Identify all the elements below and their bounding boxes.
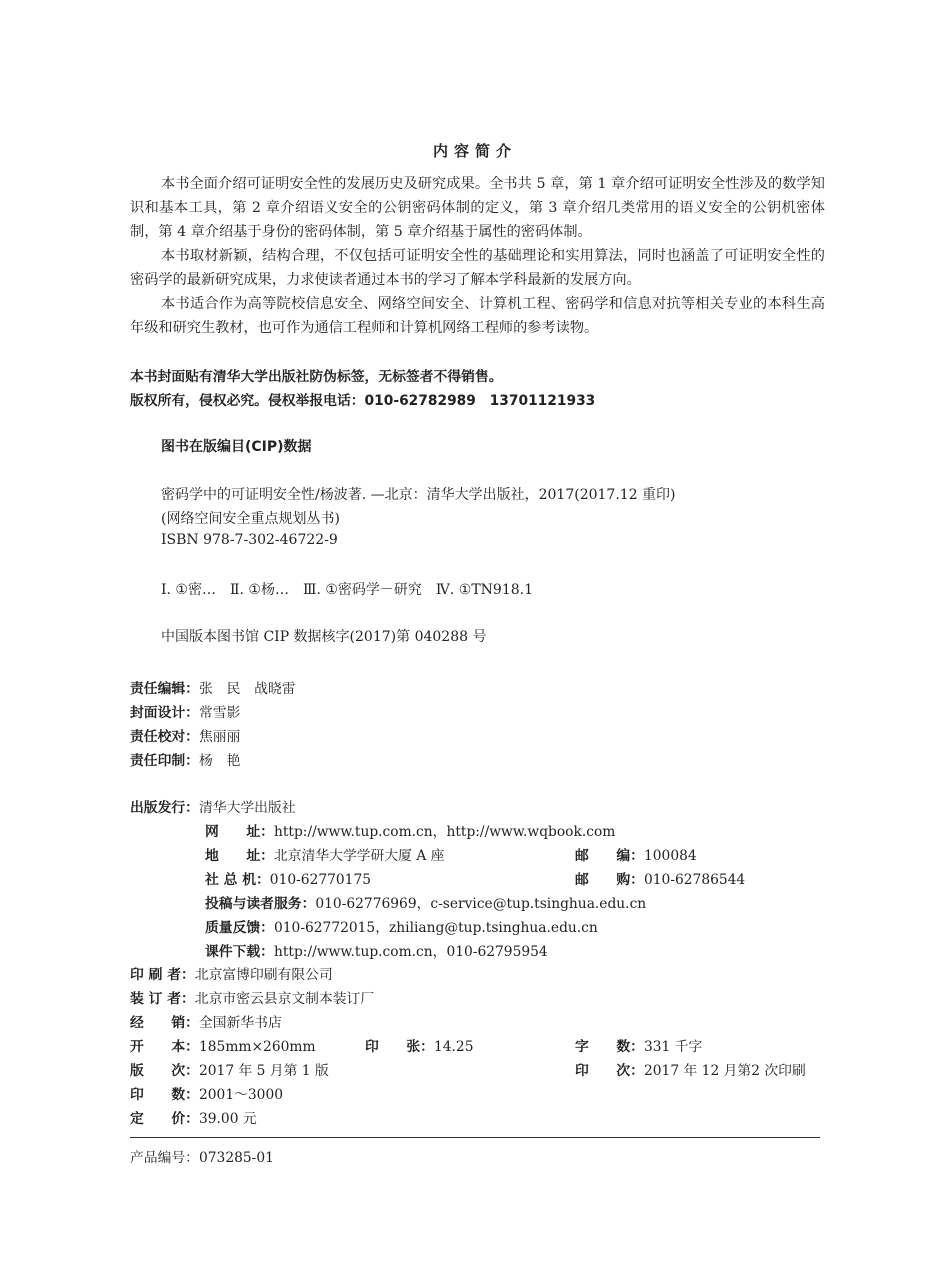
publisher-value: 清华大学出版社 [198,800,296,816]
summary-title: 内容简介 [432,142,517,160]
summary-paragraph-3: 本书适合作为高等院校信息安全、网络空间安全、计算机工程、密码学和信息对抗等相关专业的本科生高年级和研究生教材，也可作为通信工程师和计算机网络工程师的参考读物。 [130,296,825,336]
submission-value: 010-62776969，c-service@tup.tsinghua.edu.cn [315,896,647,912]
address-value: 北京清华大学学研大厦 A 座 [273,848,445,864]
impression-value: 2017 年 12 月第2 次印刷 [643,1063,806,1079]
copyright-notice: 版权所有，侵权必究。侵权举报电话：010-62782989 13701121933 [130,393,596,409]
cip-classification: Ⅰ. ①密… Ⅱ. ①杨… Ⅲ. ①密码学－研究 Ⅳ. ①TN918.1 [161,582,534,598]
publisher-submission-row [205,892,646,912]
summary-paragraph-1: 本书全面介绍可证明安全性的发展历史及研究成果。全书共 5 章，第 1 章介绍可证明安全性涉及的数学知识和基本工具，第 2 章介绍语义安全的公钥密码体制的定义，第 3 章介绍几类常用的语义安全的公钥机密体制，第 4 章介绍基于身份的密码体制，第 5 章介绍基于属性的密码体制。 [130,176,825,240]
submission-label: 投稿与读者服务： [205,896,316,912]
staff-value: 张 民 战晓雷 [198,681,296,697]
publisher-quality-row [205,916,598,936]
staff-row-cover-design [130,701,240,721]
publisher-address-row [205,844,444,864]
impression-label: 印 次： [575,1063,644,1079]
binder-label: 装 订 者： [130,991,195,1007]
switchboard-value: 010-62770175 [269,872,372,888]
copies-value: 2001～3000 [198,1087,284,1103]
staff-row-print-supervisor [130,749,240,769]
mailorder-label: 邮 购： [575,872,644,888]
sheets-row [365,1035,473,1055]
price-row [130,1107,257,1127]
zipcode-label: 邮 编： [575,848,644,864]
address-label: 地 址： [205,848,274,864]
cip-title: 图书在版编目(CIP)数据 [161,439,312,455]
product-number: 产品编号：073285-01 [130,1150,274,1166]
impression-row [575,1059,806,1079]
cip-library-number: 中国版本图书馆 CIP 数据核字(2017)第 040288 号 [161,629,487,645]
wordcount-value: 331 千字 [643,1039,703,1055]
quality-value: 010-62772015，zhiliang@tup.tsinghua.edu.cn [273,920,598,936]
staff-label: 责任校对： [130,729,199,745]
quality-label: 质量反馈： [205,920,274,936]
courseware-label: 课件下载： [205,944,274,960]
publisher-label: 出版发行： [130,800,199,816]
switchboard-label: 社 总 机： [205,872,270,888]
cip-bibliographic-line: 密码学中的可证明安全性/杨波著. —北京：清华大学出版社，2017(2017.12 重印) [161,487,676,503]
format-label: 开 本： [130,1039,199,1055]
staff-value: 杨 艳 [198,753,241,769]
publisher-courseware-row [205,940,548,960]
staff-label: 责任编辑： [130,681,199,697]
publisher-mailorder-row [575,868,745,888]
price-value: 39.00 元 [198,1111,257,1127]
sheets-label: 印 张： [365,1039,434,1055]
printer-value: 北京富博印刷有限公司 [194,967,333,983]
cip-series-line: (网络空间安全重点规划丛书) [161,511,340,527]
website-value: http://www.tup.com.cn，http://www.wqbook.com [273,824,616,840]
wordcount-label: 字 数： [575,1039,644,1055]
courseware-value: http://www.tup.com.cn，010-62795954 [273,944,548,960]
edition-value: 2017 年 5 月第 1 版 [198,1063,329,1079]
printer-label: 印 刷 者： [130,967,195,983]
binder-row [130,987,374,1007]
publisher-zipcode-row [575,844,697,864]
distributor-row [130,1011,282,1031]
publisher-row [130,796,296,816]
format-value: 185mm×260mm [198,1039,316,1055]
cip-isbn: ISBN 978-7-302-46722-9 [161,532,338,548]
zipcode-value: 100084 [643,848,697,864]
publisher-switchboard-row [205,868,371,888]
publisher-website-row [205,820,615,840]
wordcount-row [575,1035,702,1055]
summary-paragraph-2: 本书取材新颖，结构合理，不仅包括可证明安全性的基础理论和实用算法，同时也涵盖了可证明安全性的密码学的最新研究成果，力求使读者通过本书的学习了解本学科最新的发展方向。 [130,248,825,288]
copies-label: 印 数： [130,1087,199,1103]
edition-row [130,1059,329,1079]
mailorder-value: 010-62786544 [643,872,746,888]
staff-row-proofreader [130,725,240,745]
website-label: 网 址： [205,824,274,840]
staff-label: 封面设计： [130,705,199,721]
distributor-label: 经 销： [130,1015,199,1031]
staff-row-editor [130,677,296,697]
copies-row [130,1083,283,1103]
edition-label: 版 次： [130,1063,199,1079]
staff-value: 焦丽丽 [198,729,241,745]
binder-value: 北京市密云县京文制本装订厂 [194,991,375,1007]
printer-row [130,963,333,983]
anti-counterfeit-notice: 本书封面贴有清华大学出版社防伪标签，无标签者不得销售。 [130,369,503,385]
staff-value: 常雪影 [198,705,241,721]
divider-line [130,1137,820,1138]
staff-label: 责任印制： [130,753,199,769]
distributor-value: 全国新华书店 [198,1015,282,1031]
sheets-value: 14.25 [433,1039,474,1055]
price-label: 定 价： [130,1111,199,1127]
format-row [130,1035,316,1055]
